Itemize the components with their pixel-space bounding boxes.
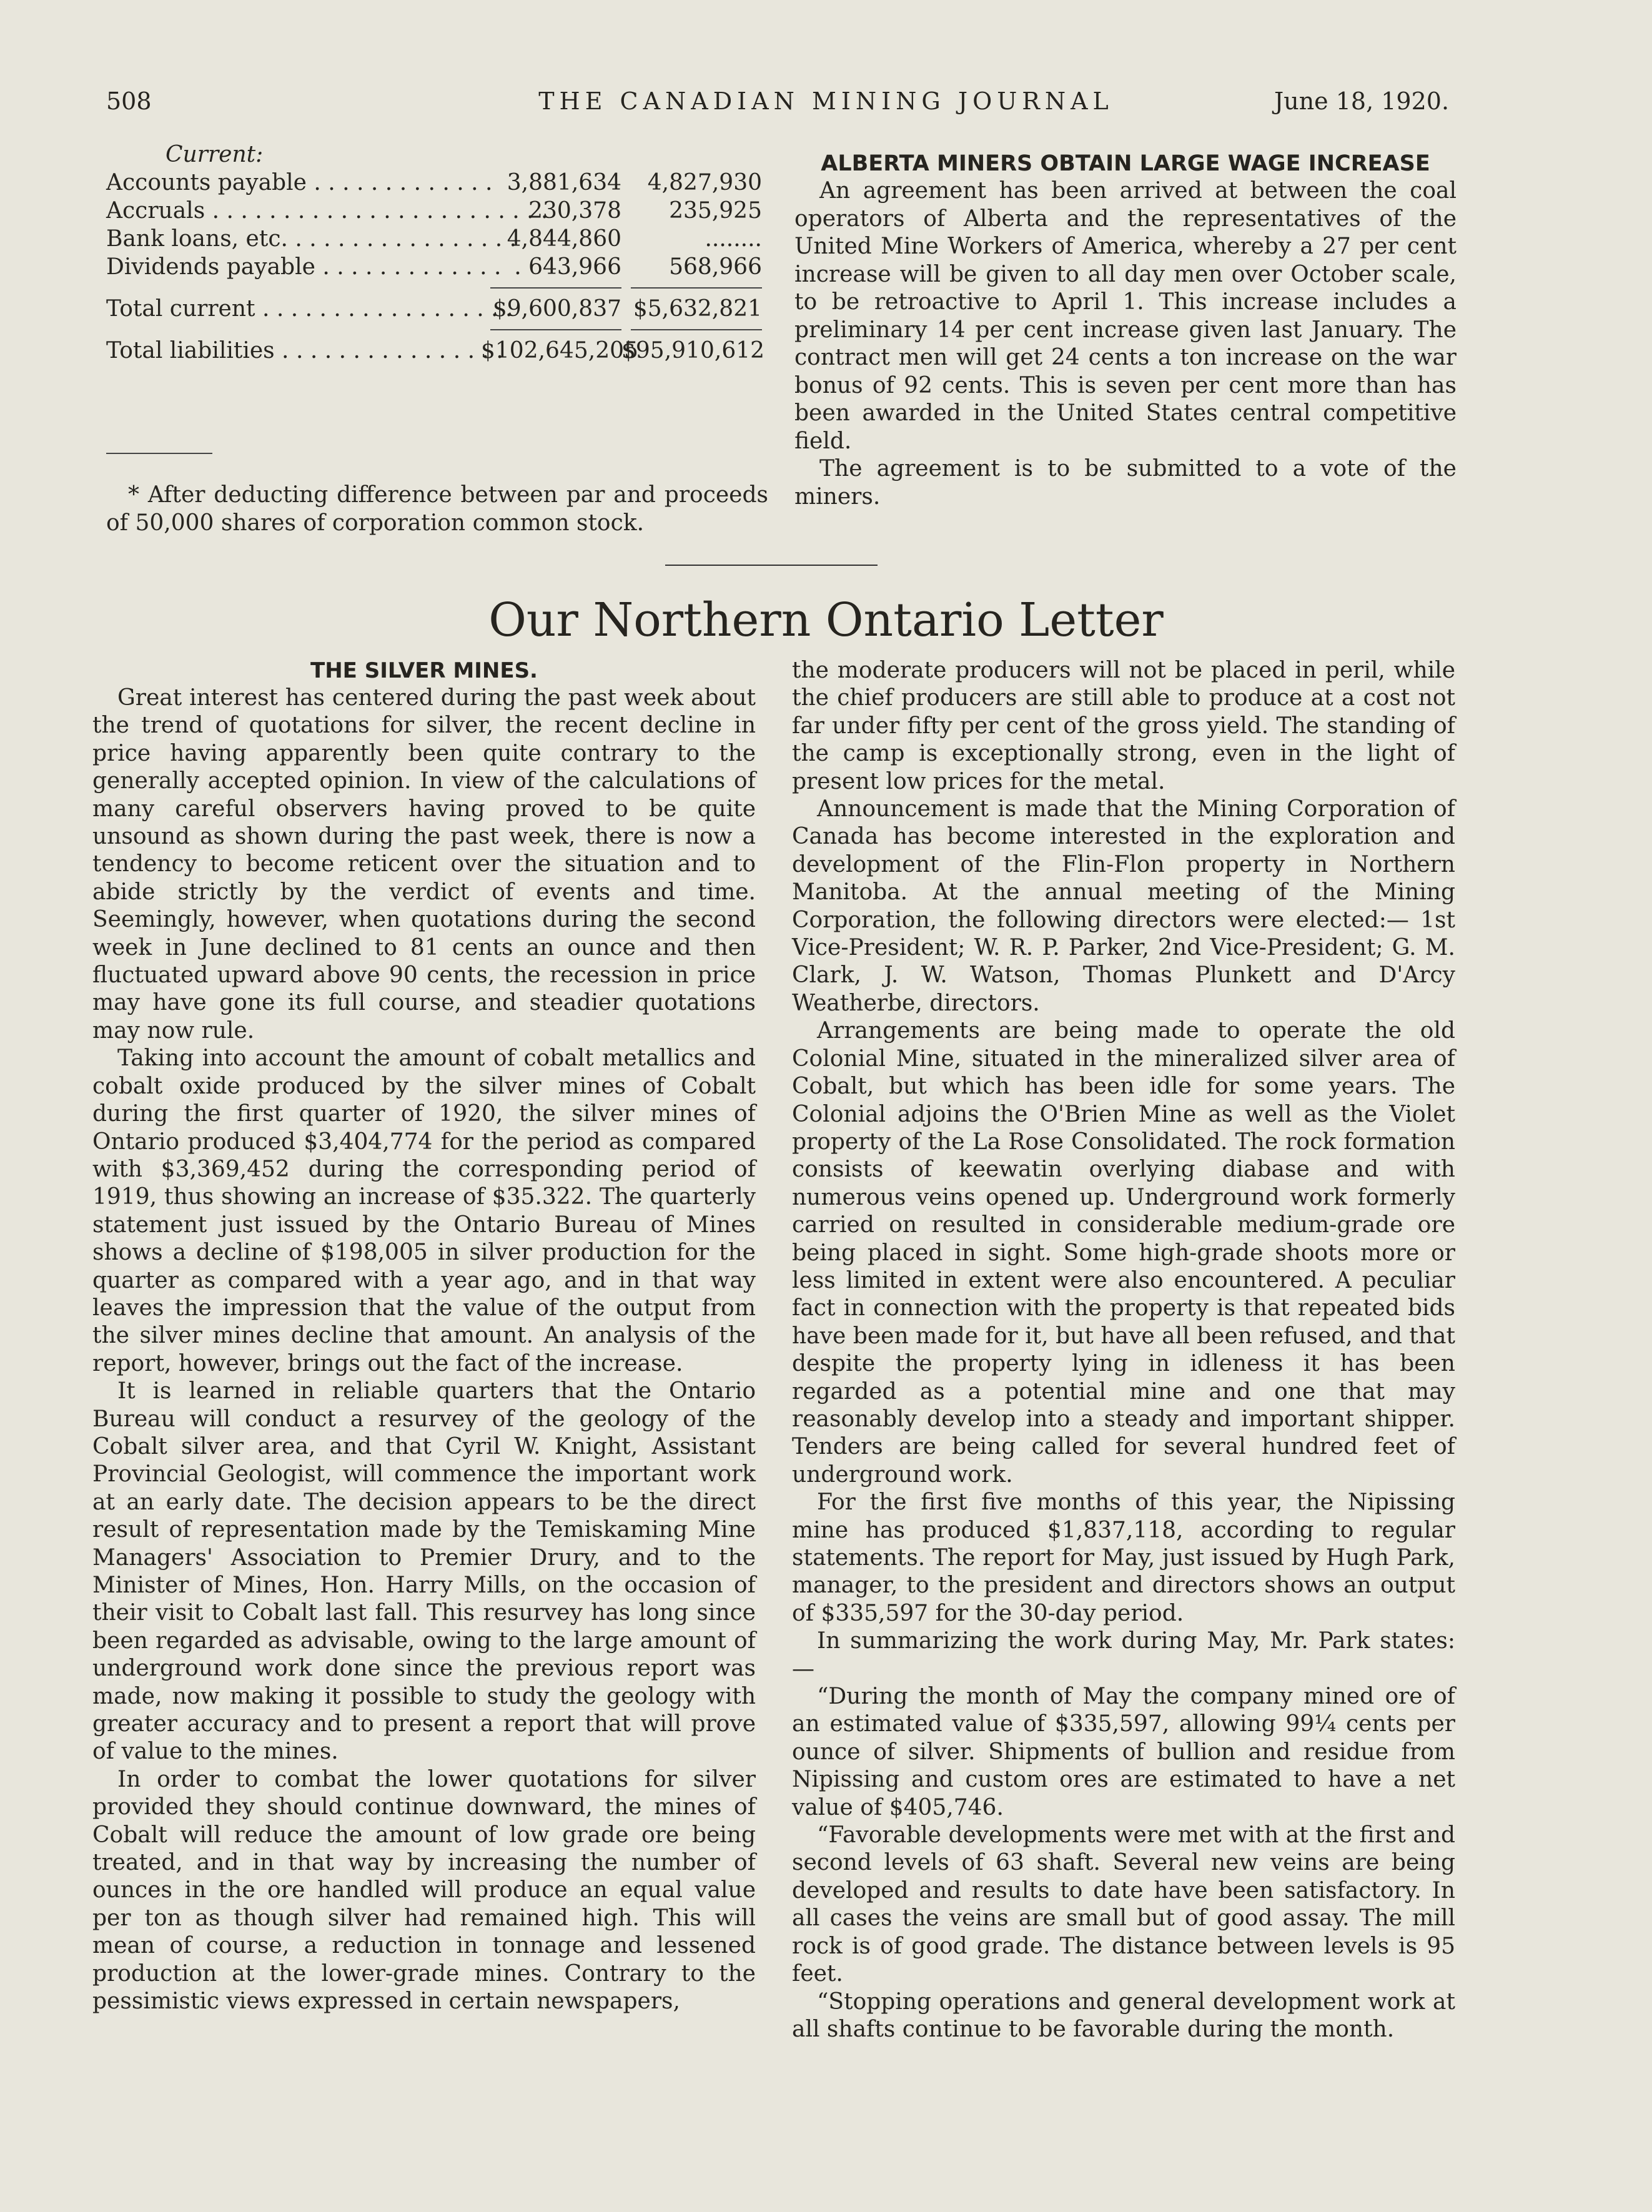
alberta-paragraph: An agreement has been arrived at between the coal operators of Alberta and the representatives of the United Mine Workers of America, whereby a 27 per cent increase will be given to all day men over October scale, to be retroactive to April 1. This increase includes a preliminary 14 per cent increase given last January. The contract men will get 24 cents a ton increase on the war bonus of 92 cents. This is seven per cent more than has been awarded in the United States central competitive field. bbox=[794, 178, 1457, 454]
table-row: Accruals . . . . . . . . . . . . . . . . . . . . . . . . 230,378 235,925 bbox=[106, 198, 762, 224]
footnote-rule bbox=[106, 453, 212, 454]
left-column bbox=[92, 657, 756, 2016]
letter-title: Our Northern Ontario Letter bbox=[488, 593, 1164, 647]
paragraph: Taking into account the amount of cobalt metallics and cobalt oxide produced by the silver mines of Cobalt during the first quarter of 1920, the silver mines of Ontario produced $3,404,774 for the period as compared with $3,369,452 during the corresponding period of 1919, thus showing an increase of $35.322. The quarterly statement just issued by the Ontario Bureau of Mines shows a decline of $198,005 in silver production for the quarter as compared with a year ago, and in that way leaves the impression that the value of the output from the silver mines decline that amount. An analysis of the report, however, brings out the fact of the increase. bbox=[92, 1045, 756, 1376]
journal-title: THE CANADIAN MINING JOURNAL bbox=[538, 87, 1114, 115]
alberta-headline: ALBERTA MINERS OBTAIN LARGE WAGE INCREASE bbox=[821, 151, 1430, 176]
alberta-article bbox=[794, 150, 1457, 511]
sum-rule bbox=[106, 323, 768, 337]
silver-mines-subhead: THE SILVER MINES. bbox=[310, 658, 538, 683]
alberta-paragraph: The agreement is to be submitted to a vote of the miners. bbox=[794, 456, 1457, 510]
paragraph: “Stopping operations and general development work at all shafts continue to be favorable during the month. bbox=[792, 1988, 1455, 2042]
right-column bbox=[792, 657, 1455, 2043]
liabilities-table bbox=[106, 141, 768, 365]
paragraph: It is learned in reliable quarters that the Ontario Bureau will conduct a resurvey of the geology of the Cobalt silver area, and that Cyril W. Knight, Assistant Provincial Geologist, will commence the important work at an early date. The decision appears to be the direct result of representation made by the Temiskaming Mine Managers' Association to Premier Drury, and to the Minister of Mines, Hon. Harry Mills, on the occasion of their visit to Cobalt last fall. This resurvey has long since been regarded as advisable, owing to the large amount of underground work done since the previous report was made, now making it possible to study the geology with greater accuracy and to present a report that will prove of value to the mines. bbox=[92, 1378, 756, 1765]
current-label: Current: bbox=[166, 142, 264, 167]
table-row: Dividends payable . . . . . . . . . . . . . . 643,966 568,966 bbox=[106, 254, 762, 280]
paragraph: In order to combat the lower quotations for silver provided they should continue downward, the mines of Cobalt will reduce the amount of low grade ore being treated, and in that way by increasing the number of ounces in the ore handled will produce an equal value per ton as though silver had remained high. This will mean of course, a reduction in tonnage and lessened production at the lower-grade mines. Contrary to the pessimistic views expressed in certain newspapers, bbox=[92, 1766, 756, 2015]
paragraph: Announcement is made that the Mining Corporation of Canada has become interested in the exploration and development of the Flin-Flon property in Northern Manitoba. At the annual meeting of the Mining Corporation, the following directors were elected:— 1st Vice-President; W. R. P. Parker, 2nd Vice-President; G. M. Clark, J. W. Watson, Thomas Plunkett and D'Arcy Weatherbe, directors. bbox=[792, 796, 1455, 1016]
paragraph: “Favorable developments were met with at the first and second levels of 63 shaft. Several new veins are being developed and results to date have been satisfactory. In all cases the veins are small but of good assay. The mill rock is of good grade. The distance between levels is 95 feet. bbox=[792, 1822, 1455, 1987]
table-row: Bank loans, etc. . . . . . . . . . . . . . . . . 4,844,860 ........ bbox=[106, 226, 762, 252]
paragraph: In summarizing the work during May, Mr. Park states:— bbox=[792, 1628, 1455, 1682]
table-row: Accounts payable . . . . . . . . . . . . . 3,881,634 4,827,930 bbox=[106, 170, 762, 195]
paragraph: the moderate producers will not be placed in peril, while the chief producers are still able to produce at a cost not far under fifty per cent of the gross yield. The standing of the camp is exceptionally strong, even in the light of present low prices for the metal. bbox=[792, 658, 1455, 794]
footnote: * After deducting difference between par and proceeds of 50,000 shares of corporation common stock. bbox=[106, 482, 768, 536]
paragraph: Arrangements are being made to operate the old Colonial Mine, situated in the mineralized silver area of Cobalt, but which has been idle for some years. The Colonial adjoins the O'Brien Mine as well as the Violet property of the La Rose Consolidated. The rock formation consists of keewatin overlying diabase and with numerous veins opened up. Underground work formerly carried on resulted in considerable medium-grade ore being placed in sight. Some high-grade shoots more or less limited in extent were also encountered. A peculiar fact in connection with the property is that repeated bids have been made for it, but have all been refused, and that despite the property lying in idleness it has been regarded as a potential mine and one that may reasonably develop into a steady and important shipper. Tenders are being called for several hundred feet of underground work. bbox=[792, 1018, 1455, 1488]
total-liabilities-row: Total liabilities . . . . . . . . . . . . . . . . $102,645,205 $95,910,612 bbox=[106, 338, 765, 363]
issue-date: June 18, 1920. bbox=[1274, 87, 1450, 115]
page-number: 508 bbox=[106, 87, 152, 115]
paragraph: For the first five months of this year, the Nipissing mine has produced $1,837,118, according to regular statements. The report for May, just issued by Hugh Park, manager, to the president and directors shows an output of $335,597 for the 30-day period. bbox=[792, 1489, 1455, 1626]
total-current-row: Total current . . . . . . . . . . . . . . . . . . $9,600,837 $5,632,821 bbox=[106, 296, 762, 322]
section-divider bbox=[665, 565, 878, 566]
sum-rule bbox=[106, 281, 768, 295]
paragraph: “During the month of May the company mined ore of an estimated value of $335,597, allowing 99¼ cents per ounce of silver. Shipments of bullion and residue from Nipissing and custom ores are estimated to have a net value of $405,746. bbox=[792, 1684, 1455, 1820]
paragraph: Great interest has centered during the past week about the trend of quotations for silver, the recent decline in price having apparently been quite contrary to the generally accepted opinion. In view of the calculations of many careful observers having proved to be quite unsound as shown during the past week, there is now a tendency to become reticent over the situation and to abide strictly by the verdict of events and time. Seemingly, however, when quotations during the second week in June declined to 81 cents an ounce and then fluctuated upward above 90 cents, the recession in price may have gone its full course, and steadier quotations may now rule. bbox=[92, 685, 756, 1044]
